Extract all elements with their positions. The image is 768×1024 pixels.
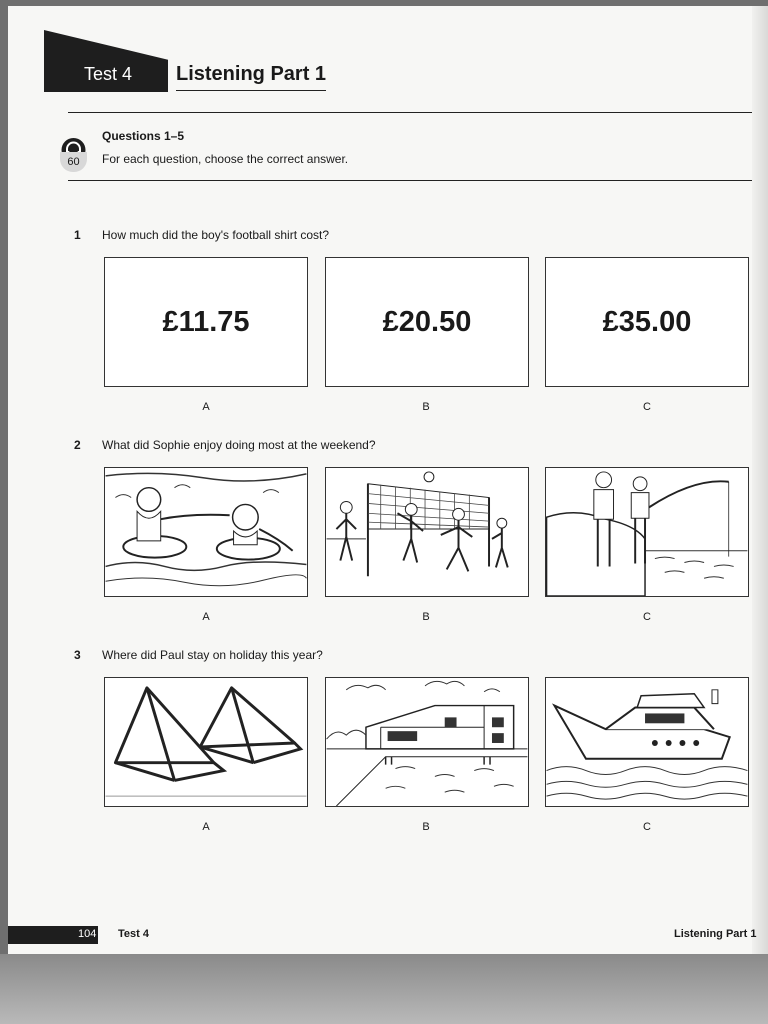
questions-heading: Questions 1–5 — [102, 129, 185, 143]
option-a-box[interactable] — [104, 257, 308, 387]
option-letter: C — [643, 401, 651, 413]
footer-test-label: Test 4 — [118, 928, 149, 940]
option-letter: A — [202, 401, 210, 413]
price-label: £11.75 — [162, 305, 250, 338]
question-text: How much did the boy's football shirt cost? — [102, 228, 330, 242]
header-rule — [68, 112, 752, 113]
part-title: Listening Part 1 — [176, 63, 326, 91]
question-number: 2 — [74, 438, 81, 452]
question-number: 3 — [74, 648, 81, 662]
page-shadow — [0, 954, 768, 1024]
option-letter: B — [422, 401, 430, 413]
question-text: What did Sophie enjoy doing most at the weekend? — [102, 438, 376, 452]
price-label: £20.50 — [382, 305, 472, 338]
question-number: 1 — [74, 228, 81, 242]
page-edge — [752, 6, 768, 954]
tents-picture — [105, 678, 307, 806]
option-c-box[interactable] — [545, 677, 749, 807]
option-a-box[interactable] — [104, 467, 308, 597]
fishing-picture — [546, 468, 748, 596]
option-c-box[interactable] — [545, 257, 749, 387]
option-letter: A — [202, 821, 210, 833]
hotel-pool-picture — [326, 678, 528, 806]
option-letter: B — [422, 821, 430, 833]
test-label: Test 4 — [84, 64, 133, 84]
option-b-box[interactable] — [325, 467, 529, 597]
option-c-box[interactable] — [545, 467, 749, 597]
option-letter: A — [202, 611, 210, 623]
option-letter: B — [422, 611, 430, 623]
swimming-picture — [105, 468, 307, 596]
instructions-text: For each question, choose the correct answer. — [102, 152, 349, 166]
question-text: Where did Paul stay on holiday this year? — [102, 648, 323, 662]
option-b-box[interactable] — [325, 677, 529, 807]
track-number: 60 — [60, 152, 87, 172]
volleyball-picture — [326, 468, 528, 596]
price-label: £35.00 — [602, 305, 692, 338]
boat-picture — [546, 678, 748, 806]
option-letter: C — [643, 611, 651, 623]
page-number: 104 — [78, 928, 97, 940]
option-b-box[interactable] — [325, 257, 529, 387]
instructions-rule — [68, 180, 752, 181]
footer-part-label: Listening Part 1 — [674, 928, 757, 940]
option-letter: C — [643, 821, 651, 833]
option-a-box[interactable] — [104, 677, 308, 807]
